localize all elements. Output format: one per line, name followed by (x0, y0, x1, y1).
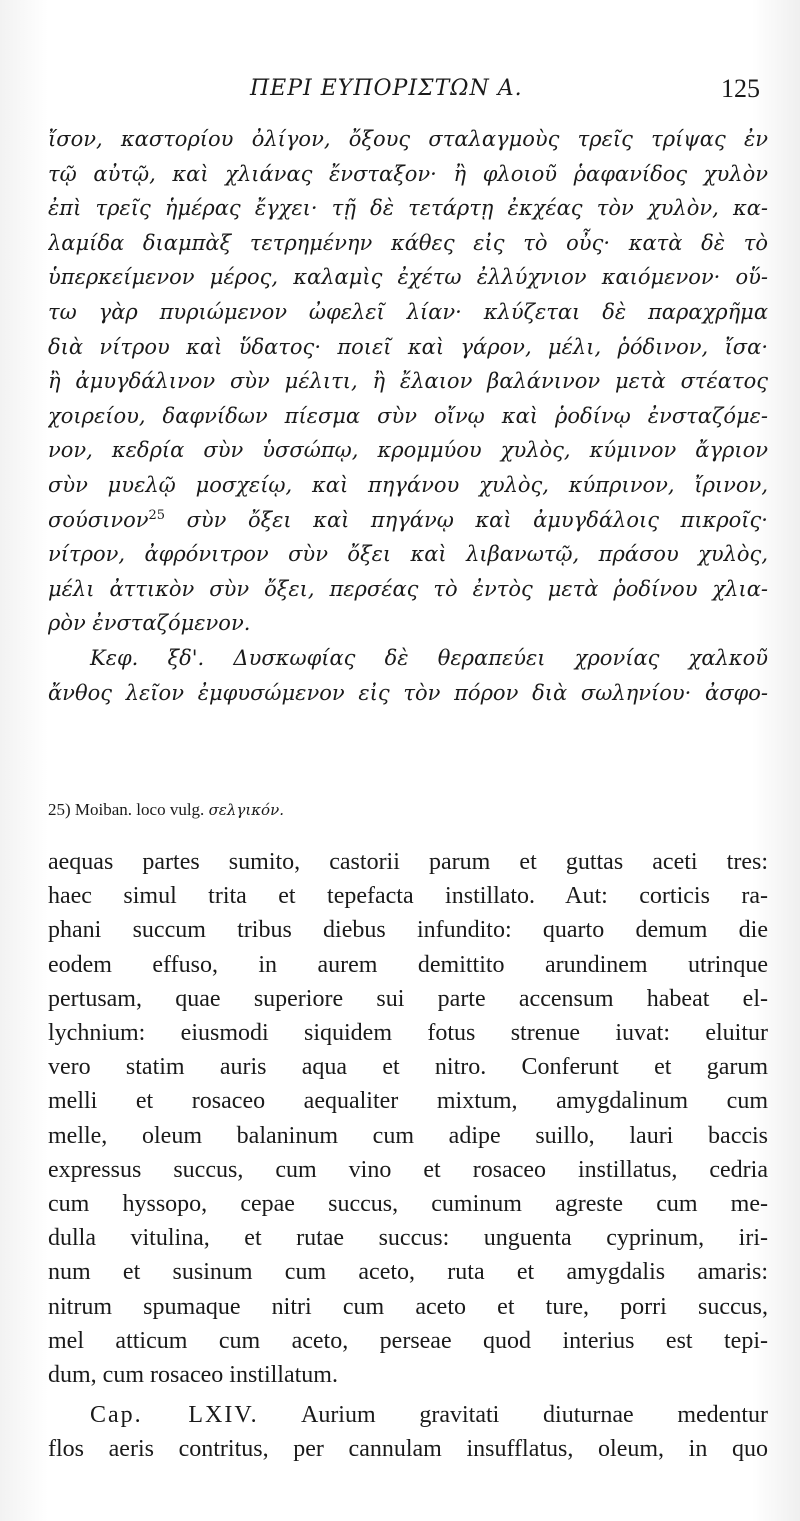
latin-line: dum, cum rosaceo instillatum. (48, 1362, 338, 1389)
latin-line: phani succum tribus diebus infundito: quarto demum die (48, 917, 768, 944)
latin-line: nitrum spumaque nitri cum aceto et ture, porri succus, (48, 1293, 768, 1320)
greek-line-with-footnote (48, 503, 768, 538)
latin-line: melli et rosaceo aequaliter mixtum, amygdalinum cum (48, 1088, 768, 1115)
latin-line: aequas partes sumito, castorii parum et guttas aceti tres: (48, 849, 768, 875)
greek-line: σὺν μυελῷ μοσχείῳ, καὶ πηγάνου χυλὸς, κύπρινον, ἴρινον, (48, 472, 768, 497)
greek-line: λαμίδα διαμπὰξ τετρημένην κάθες εἰς τὸ οὖς· κατὰ δὲ τὸ (48, 230, 768, 255)
latin-line: haec simul trita et tepefacta instillato. Aut: corticis ra- (48, 883, 768, 910)
latin-line: lychnium: eiusmodi siquidem fotus strenue iuvat: eluitur (48, 1020, 768, 1047)
greek-line: χοιρείου, δαφνίδων πίεσμα σὺν οἴνῳ καὶ ῥοδίνῳ ἐνσταζόμε- (48, 403, 768, 428)
latin-line: melle, oleum balaninum cum adipe suillo, lauri baccis (48, 1122, 768, 1149)
greek-line: νίτρον, ἀφρόνιτρον σὺν ὄξει καὶ λιβανωτῷ, πράσου χυλὸς, (48, 542, 768, 567)
latin-line: pertusam, quae superiore sui parte accensum habeat el- (48, 985, 768, 1012)
greek-line: ἄνθος λεῖον ἐμφυσώμενον εἰς τὸν πόρον διὰ σωληνίου· ἀσφο- (48, 680, 768, 705)
greek-line: νον, κεδρία σὺν ὑσσώπῳ, κρομμύου χυλὸς, κύμινον ἄγριον (48, 438, 768, 463)
footnote (48, 800, 768, 820)
footnote-number: 25) (48, 800, 71, 819)
greek-line: διὰ νίτρου καὶ ὕδατος· ποιεῖ καὶ γάρον, μέλι, ῥόδινον, ἴσα· (48, 334, 768, 359)
greek-text-block (48, 122, 768, 710)
greek-line: τῷ αὐτῷ, καὶ χλιάνας ἔνσταξον· ἢ φλοιοῦ ῥαφανίδος χυλὸν (48, 161, 768, 186)
footnote-greek-word: σελγικόν. (208, 801, 284, 819)
greek-word: σούσινον (48, 507, 149, 532)
greek-line: ὑπερκείμενον μέρος, καλαμὶς ἐχέτω ἐλλύχνιον καιόμενον· οὕ- (48, 265, 768, 290)
greek-line: ἐπὶ τρεῖς ἡμέρας ἔγχει· τῇ δὲ τετάρτῃ ἐκχέας τὸν χυλὸν, κα- (48, 196, 768, 221)
footnote-marker: 25 (148, 507, 166, 523)
latin-text-block (48, 845, 768, 1467)
greek-line: ρὸν ἐνσταζόμενον. (48, 611, 251, 636)
running-head (0, 70, 800, 110)
greek-line-rest: σὺν ὄξει καὶ πηγάνῳ καὶ ἀμυγδάλοις πικροῖς· (186, 507, 768, 532)
latin-line: expressus succus, cum vino et rosaceo instillatus, cedria (48, 1156, 768, 1183)
latin-chapter-line (48, 1398, 768, 1432)
greek-line: τω γὰρ πυριώμενον ὠφελεῖ λίαν· κλύζεται δὲ παραχρῆμα (48, 299, 768, 324)
latin-chapter-label: Cap. LXIV. (90, 1402, 259, 1429)
running-title: ΠΕΡΙ ΕΥΠΟΡΙΣΤΩΝ Α. (250, 76, 523, 101)
latin-chapter-text: Aurium gravitati diuturnae medentur (300, 1402, 768, 1429)
latin-line: dulla vitulina, et rutae succus: unguenta cyprinum, iri- (48, 1225, 768, 1252)
greek-chapter-line (48, 641, 768, 676)
latin-line: eodem effuso, in aurem demittito arundinem utrinque (48, 951, 768, 978)
page-number: 125 (721, 74, 760, 103)
latin-line: mel atticum cum aceto, perseae quod interius est tepi- (48, 1327, 768, 1354)
greek-chapter-label: Κεφ. ξδ'. (90, 645, 205, 670)
latin-line: vero statim auris aqua et nitro. Conferunt et garum (48, 1054, 768, 1081)
latin-line: cum hyssopo, cepae succus, cuminum agreste cum me- (48, 1191, 768, 1218)
greek-line: μέλι ἀττικὸν σὺν ὄξει, περσέας τὸ ἐντὸς μετὰ ῥοδίνου χλια- (48, 576, 768, 601)
latin-line: flos aeris contritus, per cannulam insufflatus, oleum, in quo (48, 1436, 768, 1463)
footnote-text: Moiban. loco vulg. (74, 800, 205, 819)
greek-chapter-text: Δυσκωφίας δὲ θεραπεύει χρονίας χαλκοῦ (233, 645, 768, 670)
latin-line: num et susinum cum aceto, ruta et amygdalis amaris: (48, 1259, 768, 1286)
greek-line: ἴσον, καστορίου ὀλίγον, ὄξους σταλαγμοὺς τρεῖς τρίψας ἐν (48, 127, 768, 151)
greek-line: ἢ ἀμυγδάλινον σὺν μέλιτι, ἢ ἔλαιον βαλάνινον μετὰ στέατος (48, 369, 768, 394)
